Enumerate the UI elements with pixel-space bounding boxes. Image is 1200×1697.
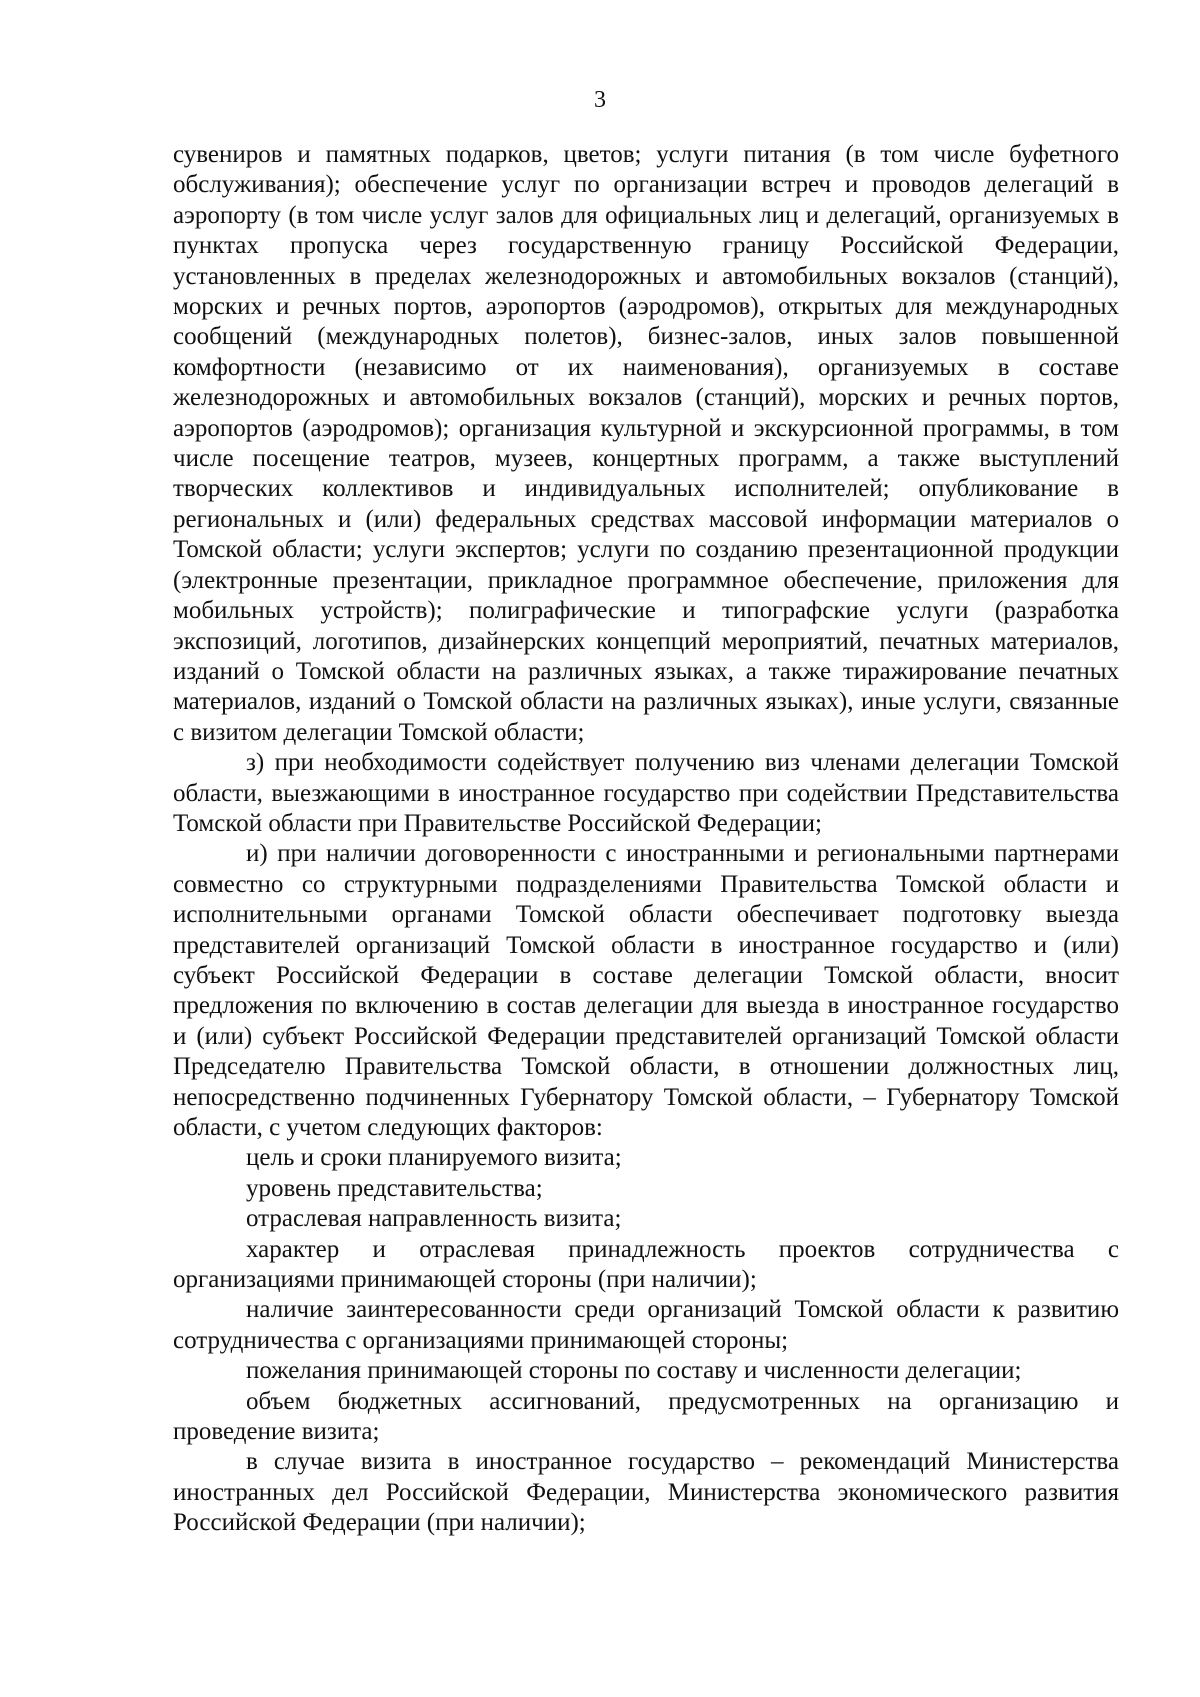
- factor-industry-focus: отраслевая направленность визита;: [246, 1205, 622, 1233]
- factor-organizations-interest: наличие заинтересованности среди организаций Томской области к развитию сотрудничества с организациями принимающей стороны;: [173, 1296, 1119, 1354]
- page-number: 3: [594, 87, 606, 113]
- factor-cooperation-projects: характер и отраслевая принадлежность проектов сотрудничества с организациями принимающей стороны (при наличии);: [173, 1235, 1119, 1294]
- paragraph-item-z-visas: з) при необходимости содействует получению виз членами делегации Томской области, выезжающими в иностранное государство при содействии Представительства Томской области при Правительстве Российской Федерации;: [173, 749, 1119, 837]
- paragraph-continuation-services: сувениров и памятных подарков, цветов; услуги питания (в том числе буфетного обслуживания); обеспечение услуг по организации встреч и проводов делегаций в аэропорту (в том числе услуг залов для официальных лиц и делегаций, организуемых в пунктах пропуска через государственную границу Российской Федерации, установленных в пределах железнодорожных и автомобильных вокзалов (станций), морских и речных портов, аэропортов (аэродромов), открытых для международных сообщений (международных полетов), бизнес-залов, иных залов повышенной комфортности (независимо от их наименования), организуемых в составе железнодорожных и автомобильных вокзалов (станций), морских и речных портов, аэропортов (аэродромов); организация культурной и экскурсионной программы, в том числе посещение театров, музеев, концертных программ, а также выступлений творческих коллективов и индивидуальных исполнителей; опубликование в региональных и (или) федеральных средствах массовой информации материалов о Томской области; услуги экспертов; услуги по созданию презентационной продукции (электронные презентации, прикладное программное обеспечение, приложения для мобильных устройств); полиграфические и типографские услуги (разработка экспозиций, логотипов, дизайнерских концепций мероприятий, печатных материалов, изданий о Томской области на различных языках, а также тиражирование печатных материалов, изданий о Томской области на различных языках), иные услуги, связанные с визитом делегации Томской области;: [173, 141, 1119, 746]
- factor-budget: объем бюджетных ассигнований, предусмотренных на организацию и проведение визита;: [173, 1387, 1119, 1446]
- paragraph-item-i-delegation: и) при наличии договоренности с иностранными и региональными партнерами совместно со структурными подразделениями Правительства Томской области и исполнительными органами Томской области обеспечивает подготовку выезда представителей организаций Томской области в иностранное государство и (или) субъект Российской Федерации в составе делегации Томской области, вносит предложения по включению в состав делегации для выезда в иностранное государство и (или) субъект Российской Федерации представителей организаций Томской области Председателю Правительства Томской области, в отношении должностных лиц, непосредственно подчиненных Губернатору Томской области, – Губернатору Томской области, с учетом следующих факторов:: [173, 840, 1119, 1141]
- factor-representation-level: уровень представительства;: [246, 1174, 543, 1202]
- document-body: [173, 140, 1119, 1539]
- factor-ministry-recommendations: в случае визита в иностранное государство – рекомендаций Министерства иностранных дел Российской Федерации, Министерства экономического развития Российской Федерации (при наличии);: [173, 1448, 1119, 1537]
- factor-host-wishes: пожелания принимающей стороны по составу и численности делегации;: [246, 1357, 1022, 1385]
- factor-goal-and-timing: цель и сроки планируемого визита;: [246, 1144, 622, 1172]
